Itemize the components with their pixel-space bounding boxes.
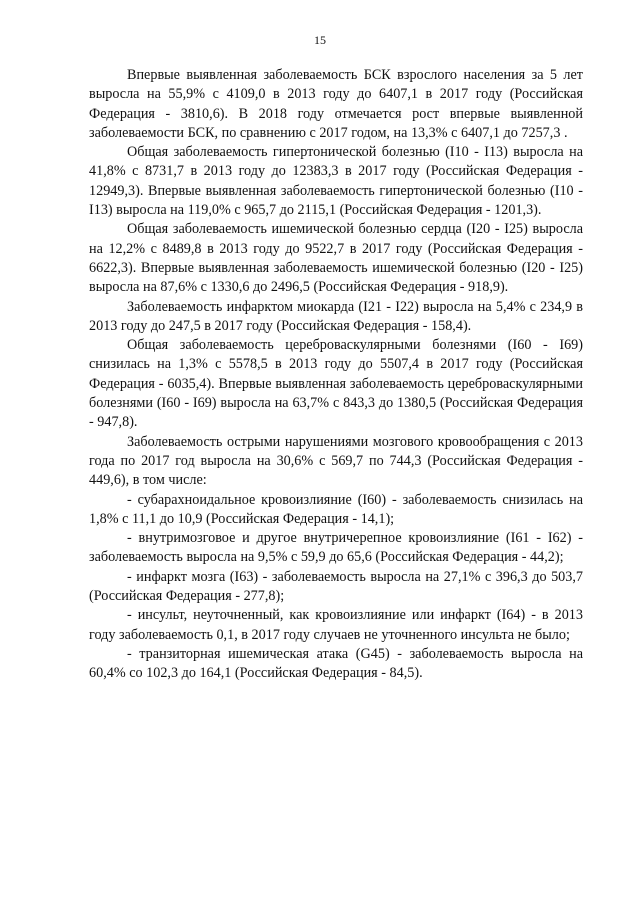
list-item-unspecified-stroke: - инсульт, неуточненный, как кровоизлияние или инфаркт (I64) - в 2013 году заболеваемость 0,1, в 2017 году случаев не уточненного инсульта не было; — [89, 607, 583, 643]
paragraph-hypertension: Общая заболеваемость гипертонической болезнью (I10 - I13) выросла на 41,8% с 8731,7 в 2013 году до 12383,3 в 2017 году (Российская Федерация - 12949,3). Впервые выявленная заболеваемость гипертонической болезнью (I10 - I13) выросла на 119,0% с 965,7 до 2115,1 (Российская Федерация - 1201,3). — [89, 144, 583, 219]
paragraph-myocardial-infarction: Заболеваемость инфарктом миокарда (I21 - I22) выросла на 5,4% с 234,9 в 2013 году до 247,5 в 2017 году (Российская Федерация - 158,4). — [89, 298, 583, 334]
list-item-transient-ischemic-attack: - транзиторная ишемическая атака (G45) - заболеваемость выросла на 60,4% со 102,3 до 164,1 (Российская Федерация - 84,5). — [89, 645, 583, 682]
document-body — [89, 66, 583, 684]
paragraph-ischemic-heart-disease: Общая заболеваемость ишемической болезнью сердца (I20 - I25) выросла на 12,2% с 8489,8 в 2013 году до 9522,7 в 2017 году (Российская Федерация - 6622,3). Впервые выявленная заболеваемость ишемической болезнью (I20 - I25) выросла на 87,6% с 1330,6 до 2496,5 (Российская Федерация - 918,9). — [89, 221, 583, 296]
list-item-cerebral-infarction: - инфаркт мозга (I63) - заболеваемость выросла на 27,1% с 396,3 до 503,7 (Российская Федерация - 277,8); — [89, 568, 583, 605]
list-item-subarachnoid: - субарахноидальное кровоизлияние (I60) - заболеваемость снизилась на 1,8% с 11,1 до 10,9 (Российская Федерация - 14,1); — [89, 491, 583, 527]
paragraph-acute-stroke: Заболеваемость острыми нарушениями мозгового кровообращения с 2013 года по 2017 год выросла на 30,6% с 569,7 по 744,3 (Российская Федерация - 449,6), в том числе: — [89, 433, 583, 489]
paragraph-bsk-incidence: Впервые выявленная заболеваемость БСК взрослого населения за 5 лет выросла на 55,9% с 4109,0 в 2013 году до 6407,1 в 2017 году (Российская Федерация - 3810,6). В 2018 году отмечается рост впервые выявленной заболеваемости БСК, по сравнению с 2017 годом, на 13,3% с 6407,1 до 7257,3 . — [89, 67, 583, 141]
page-number: 15 — [314, 33, 326, 47]
list-item-intracerebral: - внутримозговое и другое внутричерепное кровоизлияние (I61 - I62) - заболеваемость выросла на 9,5% с 59,9 до 65,6 (Российская Федерация - 44,2); — [89, 530, 583, 566]
paragraph-cerebrovascular: Общая заболеваемость цереброваскулярными болезнями (I60 - I69) снизилась на 1,3% с 5578,5 в 2013 году до 5507,4 в 2017 году (Российская Федерация - 6035,4). Впервые выявленная заболеваемость цереброваскулярными болезнями (I60 - I69) выросла на 63,7% с 843,3 до 1380,5 (Российская Федерация - 947,8). — [89, 337, 583, 431]
